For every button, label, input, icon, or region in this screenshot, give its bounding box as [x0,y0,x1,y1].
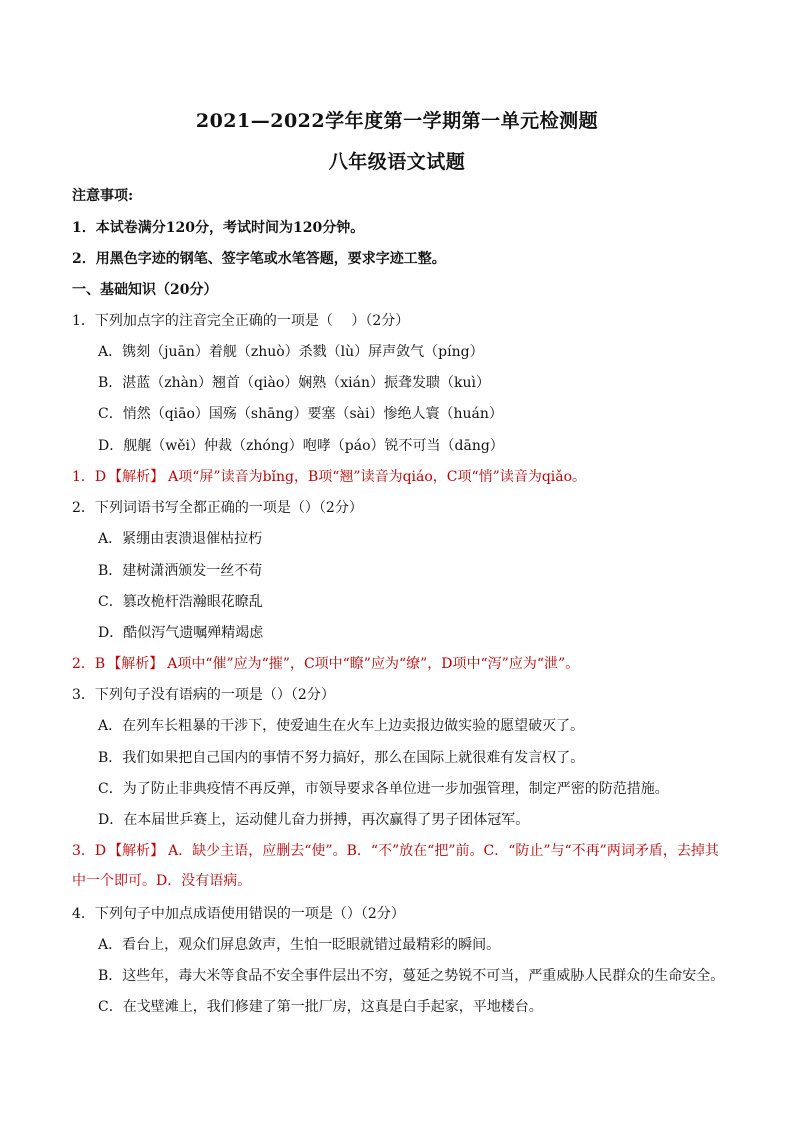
answer-explanation [72,467,586,487]
analysis-tag: 【解析】 [107,656,164,672]
question-option: D．舰艉（wěi）仲裁（zhóng）咆哮（páo）锐不可当（dāng） [98,438,504,454]
question-option: A．在列车长粗暴的干涉下，使爱迪生在火车上边卖报边做实验的愿望破灭了。 [98,718,585,734]
answer-explanation [72,836,727,896]
question-option: B．我们如果把自己国内的事情不努力搞好，那么在国际上就很难有发言权了。 [98,750,585,766]
answer-text: A．缺少主语，应删去“使”。B．“不”放在“把”前。C．“防止”与“不再”两词矛盾，去掉其中一个即可。D．没有语病。 [72,843,719,889]
question-stem: 2．下列词语书写全都正确的一项是（）（2分） [72,500,363,516]
question-stem: 3．下列句子没有语病的一项是（）（2分） [72,687,335,703]
question-stem: 1．下列加点字的注音完全正确的一项是（ ）（2分） [72,313,410,329]
question-option: A．紧绷由衷溃退催枯拉朽 [98,531,263,547]
question-option: C．篡改桅杆浩瀚眼花瞭乱 [98,594,263,610]
question-option: C．在戈壁滩上，我们修建了第一批厂房，这真是白手起家，平地楼台。 [98,999,543,1015]
exam-subtitle: 八年级语文试题 [328,151,466,173]
question-option: D．在本届世乒赛上，运动健儿奋力拼搏，再次赢得了男子团体冠军。 [98,812,530,828]
question-option: D．酷似泻气遗嘱殚精竭虑 [98,625,264,641]
exam-title: 2021—2022学年度第一学期第一单元检测题 [195,110,599,132]
question-option: B．这些年，毒大米等食品不安全事件层出不穷，蔓延之势锐不可当，严重威胁人民群众的生命安全。 [98,968,725,984]
question-option: B．建树潇洒颁发一丝不苟 [98,563,263,579]
question-option: C．为了防止非典疫情不再反弹，市领导要求各单位进一步加强管理，制定严密的防范措施。 [98,781,669,797]
answer-label: 2．B [72,656,106,672]
answer-text: A项“屏”读音为bǐng，B项“翘”读音为qiáo，C项“悄”读音为qiǎo。 [168,469,587,485]
answer-text: A项中“催”应为“摧”，C项中“瞭”应为“缭”，D项中“泻”应为“泄”。 [167,656,580,672]
notice-heading: 注意事项: [72,188,134,204]
question-option: A．镌刻（juān）着舰（zhuò）杀戮（lù）屏声敛气（píng） [98,344,484,360]
question-stem: 4．下列句子中加点成语使用错误的一项是（）（2分） [72,906,405,922]
analysis-tag: 【解析】 [108,469,165,485]
question-option: B．湛蓝（zhàn）翘首（qiào）娴熟（xián）振聋发聩（kuì） [98,375,490,391]
answer-label: 1．D [72,469,107,485]
notice-item: 1．本试卷满分120分，考试时间为120分钟。 [72,220,365,236]
section-heading: 一、基础知识（20分） [72,282,218,298]
question-option: C．悄然（qiāo）国殇（shāng）要塞（sài）惨绝人寰（huán） [98,406,503,422]
answer-label: 3．D [72,843,107,859]
question-option: A．看台上，观众们屏息敛声，生怕一眨眼就错过最精彩的瞬间。 [98,937,501,953]
analysis-tag: 【解析】 [108,843,165,859]
notice-item: 2．用黑色字迹的钢笔、签字笔或水笔答题，要求字迹工整。 [72,251,446,267]
answer-explanation [72,654,579,674]
